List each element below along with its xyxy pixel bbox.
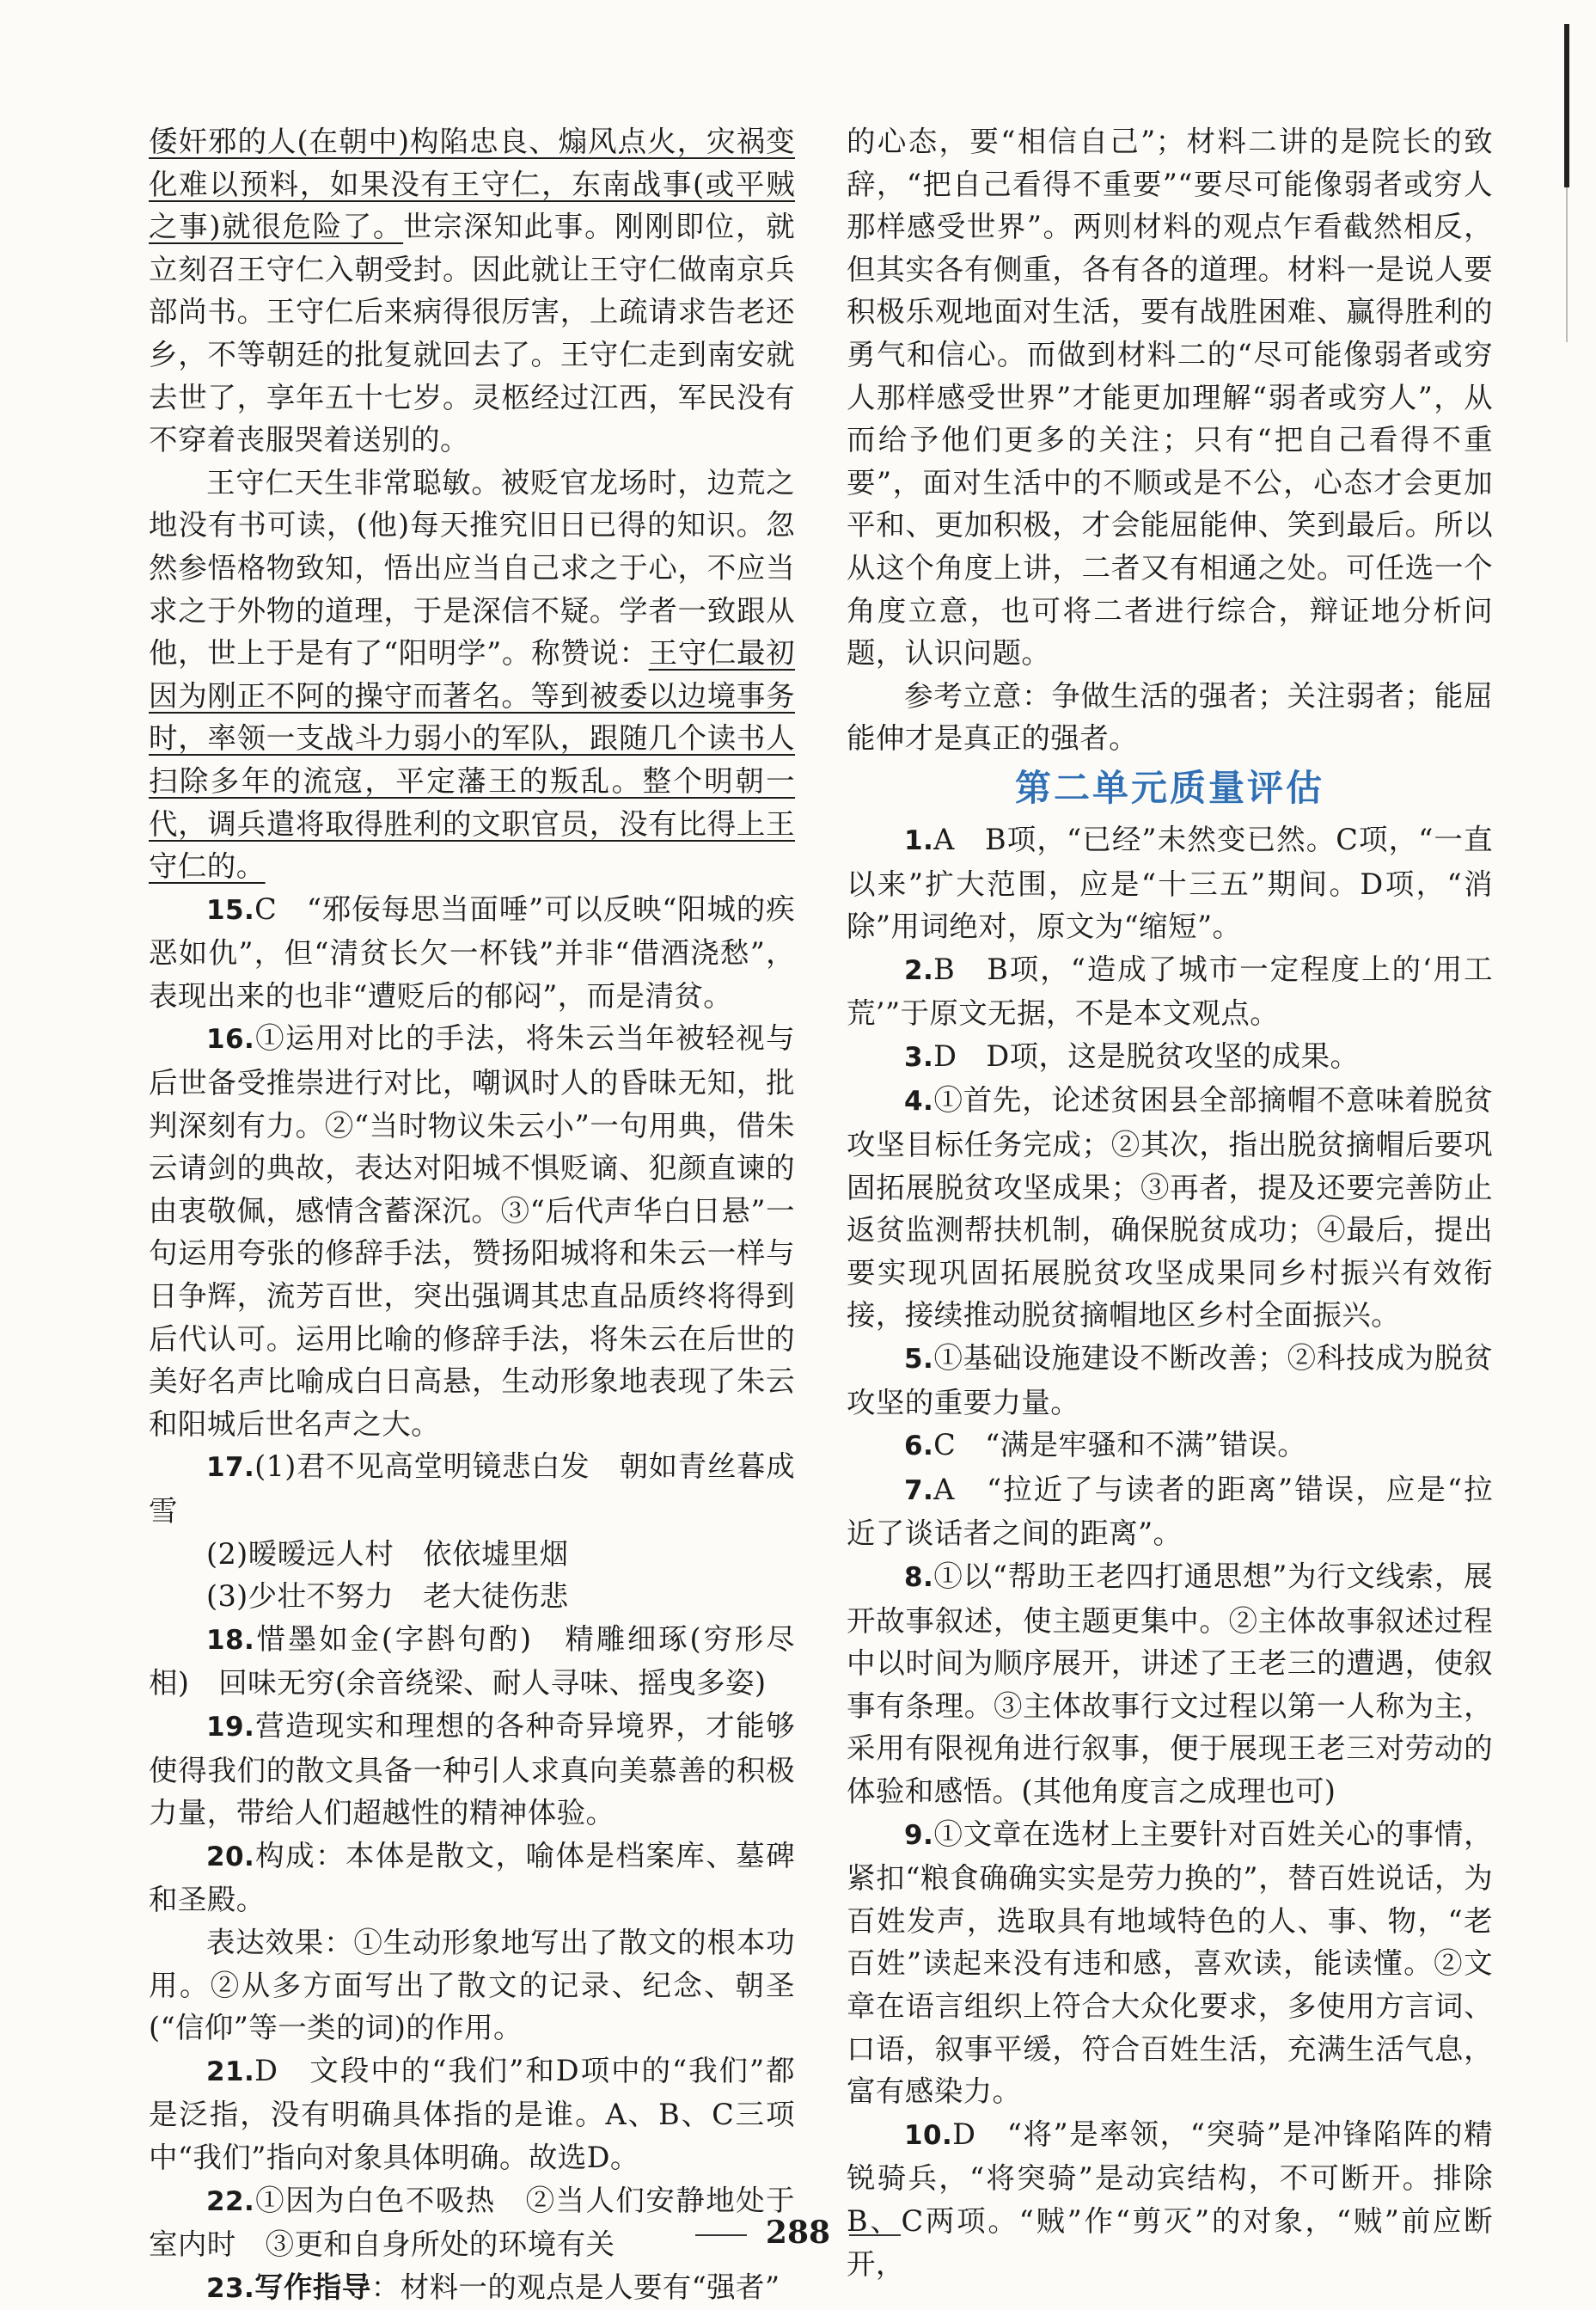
paragraph-reference-ideas: 参考立意：争做生活的强者；关注弱者；能屈能伸才是真正的强者。 — [847, 678, 1493, 756]
answer-7: 7.A “拉近了与读者的距离”错误，应是“拉近了谈话者之间的距离”。 — [847, 1472, 1493, 1551]
answer-15: 15.C “邪佞每思当面唾”可以反映“阳城的疾恶如仇”，但“清贫长欠一杯钱”并非“借酒浇愁”，表现出来的也非“遭贬后的郁闷”，而是清贫。 — [149, 892, 795, 1013]
answer-16: 16.①运用对比的手法，将朱云当年被轻视与后世备受推崇进行对比，嘲讽时人的昏昧无知，批判深刻有力。②“当时物议朱云小”一句用典，借朱云请剑的典故，表达对阳城不惧贬谪、犯颜直谏的由衷敬佩，感情含蓄深沉。③“后代声华白日悬”一句运用夸张的修辞手法，赞扬阳城将和朱云一样与日争辉，流芳百世，突出强调其忠直品质终将得到后代认可。运用比喻的修辞手法，将朱云在后世的美好名声比喻成白日高悬，生动形象地表现了朱云和阳城后世名声之大。 — [149, 1021, 795, 1441]
left-column — [149, 120, 795, 2310]
underlined-sentence: 等到被委以边境事务时，率领一支战斗力弱小的军队，跟随几个读书人扫除多年的流寇，平定藩王的叛乱。 — [149, 678, 795, 798]
answer-10: 10.D “将”是率领，“突骑”是冲锋陷阵的精锐骑兵，“将突骑”是动宾结构，不可断开。排除B、C两项。“贼”作“剪灭”的对象，“贼”前应断开， — [847, 2117, 1493, 2281]
answer-1: 1.A B项，“已经”未然变已然。C项，“一直以来”扩大范围，应是“十三五”期间。D项，“消除”用词绝对，原文为“缩短”。 — [847, 822, 1493, 944]
answer-17-line-3: (3)少壮不努力 老大徒伤悲 — [206, 1579, 569, 1614]
right-column — [847, 120, 1493, 2285]
answer-19: 19.营造现实和理想的各种奇异境界，才能够使得我们的散文具备一种引人求真向美慕善的积极力量，带给人们超越性的精神体验。 — [149, 1708, 795, 1830]
page-edge-mark — [1564, 24, 1569, 187]
answer-5: 5.①基础设施建设不断改善；②科技成为脱贫攻坚的重要力量。 — [847, 1341, 1493, 1419]
footer-dash-right — [849, 2234, 901, 2236]
answer-21: 21.D 文段中的“我们”和D项中的“我们”都是泛指，没有明确具体指的是谁。A、B、C三项中“我们”指向对象具体明确。故选D。 — [149, 2053, 795, 2174]
answer-17: 17.(1)君不见高堂明镜悲白发 朝如青丝暮成雪 — [149, 1449, 795, 1528]
answer-2: 2.B B项，“造成了城市一定程度上的‘用工荒’”于原文无据，不是本文观点。 — [847, 952, 1493, 1031]
answer-18: 18.惜墨如金(字斟句酌) 精雕细琢(穷形尽相) 回味无穷(余音绕梁、耐人寻味、摇曳多姿) — [149, 1621, 795, 1700]
page-number: 288 — [765, 2215, 831, 2251]
answer-8: 8.①以“帮助王老四打通思想”为行文线索，展开故事叙述，使主题更集中。②主体故事叙述过程中以时间为顺序展开，讲述了王老三的遭遇，使叙事有条理。③主体故事行文过程以第一人称为主，采用有限视角进行叙事，便于展现王老三对劳动的体验和感悟。(其他角度言之成理也可) — [847, 1559, 1493, 1808]
answer-23: 23.写作指导：材料一的观点是人要有“强者” — [206, 2270, 780, 2304]
answer-4: 4.①首先，论述贫困县全部摘帽不意味着脱贫攻坚目标任务完成；②其次，指出脱贫摘帽后要巩固拓展脱贫攻坚成果；③再者，提及还要完善防止返贫监测帮扶机制，确保脱贫成功；④最后，提出要实现巩固拓展脱贫攻坚成果同乡村振兴有效衔接，接续推动脱贫摘帽地区乡村全面振兴。 — [847, 1083, 1493, 1333]
paragraph-wang-shouren: 王守仁天生非常聪敏。被贬官龙场时，边荒之地没有书可读，(他)每天推究旧日已得的知识。忽然参悟格物致知，悟出应当自己求之于心，不应当求之于外物的道理，于是深信不疑。学者一致跟从他，世上于是有了“阳明学”。称赞说：王守仁最初因为刚正不阿的操守而著名。等到被委以边境事务时，率领一支战斗力弱小的军队，跟随几个读书人扫除多年的流寇，平定藩王的叛乱。整个明朝一代，调兵遣将取得胜利的文职官员，没有比得上王守仁的。 — [149, 465, 796, 884]
answer-20-effect: 表达效果：①生动形象地写出了散文的根本功用。②从多方面写出了散文的记录、纪念、朝圣(“信仰”等一类的词)的作用。 — [149, 1925, 795, 2045]
page-footer — [0, 2215, 1596, 2251]
paragraph-translation-end: 倭奸邪的人(在朝中)构陷忠良、煽风点火，灾祸变化难以预料，如果没有王守仁，东南战事(或平贼之事)就很危险了。世宗深知此事。刚刚即位，就立刻召王守仁入朝受封。因此就让王守仁做南京兵部尚书。王守仁后来病得很厉害，上疏请求告老还乡，不等朝廷的批复就回去了。王守仁走到南安就去世了，享年五十七岁。灵柩经过江西，军民没有不穿着丧服哭着送别的。 — [149, 125, 796, 457]
underlined-sentence: 倭奸邪的人(在朝中)构陷忠良、煽风点火，灾祸变化难以预料，如果没有王守仁，东南战事(或平贼之事)就很危险了。 — [149, 125, 795, 244]
paragraph-writing-guide: 的心态，要“相信自己”；材料二讲的是院长的致辞，“把自己看得不重要”“要尽可能像弱者或穷人那样感受世界”。两则材料的观点乍看截然相反，但其实各有侧重，各有各的道理。材料一是说人要积极乐观地面对生活，要有战胜困难、赢得胜利的勇气和信心。而做到材料二的“尽可能像弱者或穷人那样感受世界”才能更加理解“弱者或穷人”，从而给予他们更多的关注；只有“把自己看得不重要”，面对生活中的不顺或是不公，心态才会更加平和、更加积极，才会能屈能伸、笑到最后。所以从这个角度上讲，二者又有相通之处。可任选一个角度立意，也可将二者进行综合，辩证地分析问题，认识问题。 — [847, 125, 1493, 671]
answer-17-line-2: (2)暧暧远人村 依依墟里烟 — [206, 1536, 569, 1571]
underlined-sentence: 整个明朝一代，调兵遣将取得胜利的文职官员，没有比得上王守仁的。 — [149, 763, 796, 884]
unit-heading: 第二单元质量评估 — [1014, 766, 1324, 809]
page-edge-line — [1566, 187, 1568, 342]
answer-20: 20.构成：本体是散文，喻体是档案库、墓碑和圣殿。 — [149, 1838, 795, 1917]
footer-dash-left — [695, 2234, 747, 2236]
answer-3: 3.D D项，这是脱贫攻坚的成果。 — [904, 1039, 1360, 1073]
answer-22: 22.①因为白色不吸热 ②当人们安静地处于室内时 ③更和自身所处的环境有关 — [149, 2183, 795, 2262]
answer-6: 6.C “满是牢骚和不满”错误。 — [904, 1428, 1307, 1462]
underlined-sentence: 王守仁最初因为刚正不阿的操守而著名。 — [149, 636, 796, 713]
answer-9: 9.①文章在选材上主要针对百姓关心的事情，紧扣“粮食确确实实是劳力换的”，替百姓说话，为百姓发声，选取具有地域特色的人、事、物，“老百姓”读起来没有违和感，喜欢读，能读懂。②文章在语言组织上符合大众化要求，多使用方言词、口语，叙事平缓，符合百姓生活，充满生活气息，富有感染力。 — [847, 1817, 1493, 2109]
